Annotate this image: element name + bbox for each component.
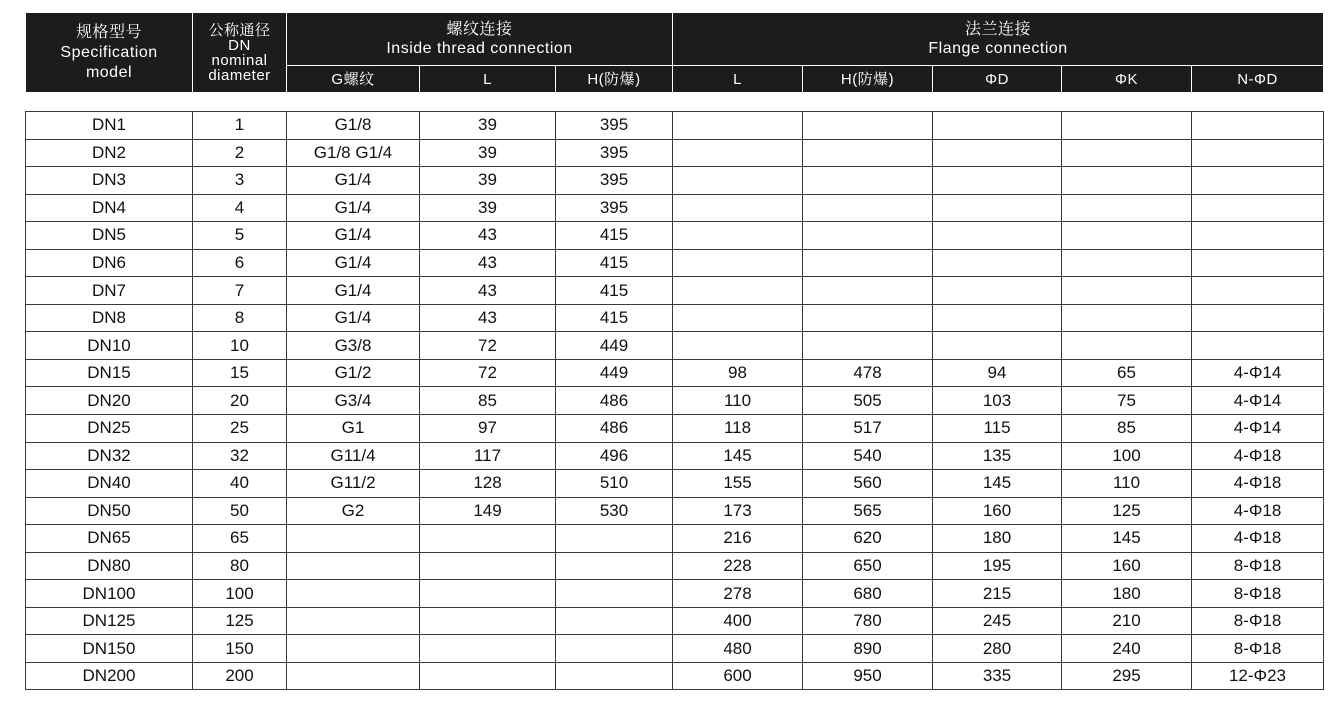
spec-table-body (25, 111, 1324, 690)
spec-cell: DN2 (26, 139, 193, 167)
spec-cell: DN6 (26, 249, 193, 277)
n-phi-d-cell: 4-Φ18 (1192, 442, 1324, 470)
spec-cell: DN15 (26, 359, 193, 387)
thread-h-cell: 415 (556, 249, 673, 277)
phi-k-cell (1062, 332, 1192, 360)
phi-k-cell: 125 (1062, 497, 1192, 525)
col-header-phi-k: ΦK (1062, 66, 1192, 93)
phi-k-cell: 210 (1062, 607, 1192, 635)
phi-d-cell: 145 (933, 470, 1062, 498)
spec-cell: DN25 (26, 415, 193, 443)
n-phi-d-cell: 4-Φ18 (1192, 470, 1324, 498)
g-thread-cell: G1/8 (287, 112, 420, 140)
g-thread-cell: G11/4 (287, 442, 420, 470)
phi-k-cell (1062, 304, 1192, 332)
spec-cell: DN150 (26, 635, 193, 663)
n-phi-d-cell: 8-Φ18 (1192, 552, 1324, 580)
dn-cell: 150 (193, 635, 287, 663)
spec-cell: DN32 (26, 442, 193, 470)
g-thread-cell: G1/2 (287, 359, 420, 387)
thread-h-cell: 415 (556, 277, 673, 305)
flange-h-cell: 950 (803, 662, 933, 690)
flange-l-cell: 98 (673, 359, 803, 387)
phi-k-cell: 240 (1062, 635, 1192, 663)
table-row (26, 415, 1324, 443)
table-row (26, 139, 1324, 167)
flange-h-cell (803, 167, 933, 195)
g-thread-cell (287, 635, 420, 663)
thread-l-cell: 85 (420, 387, 556, 415)
phi-d-cell: 245 (933, 607, 1062, 635)
table-row (26, 277, 1324, 305)
phi-k-cell (1062, 167, 1192, 195)
thread-h-cell: 395 (556, 112, 673, 140)
flange-h-cell: 560 (803, 470, 933, 498)
spec-cell: DN3 (26, 167, 193, 195)
dn-cell: 1 (193, 112, 287, 140)
g-thread-cell (287, 607, 420, 635)
dn-cell: 2 (193, 139, 287, 167)
n-phi-d-cell: 4-Φ14 (1192, 415, 1324, 443)
n-phi-d-cell (1192, 304, 1324, 332)
n-phi-d-cell (1192, 194, 1324, 222)
flange-h-cell: 620 (803, 525, 933, 553)
col-header-thread-h: H(防爆) (556, 66, 673, 93)
g-thread-cell: G11/2 (287, 470, 420, 498)
phi-d-cell: 160 (933, 497, 1062, 525)
flange-h-cell (803, 194, 933, 222)
phi-d-cell (933, 222, 1062, 250)
flange-h-cell (803, 304, 933, 332)
spec-model-en-2: model (85, 63, 133, 81)
flange-h-cell: 517 (803, 415, 933, 443)
thread-l-cell: 149 (420, 497, 556, 525)
flange-l-cell: 600 (673, 662, 803, 690)
table-row (26, 359, 1324, 387)
flange-h-cell: 540 (803, 442, 933, 470)
header-gap (25, 93, 1323, 111)
phi-k-cell: 145 (1062, 525, 1192, 553)
n-phi-d-cell: 12-Φ23 (1192, 662, 1324, 690)
flange-group-header (673, 13, 1324, 66)
n-phi-d-cell: 8-Φ18 (1192, 607, 1324, 635)
thread-l-cell: 117 (420, 442, 556, 470)
table-header (26, 13, 1324, 93)
flange-l-cell: 480 (673, 635, 803, 663)
thread-h-cell: 486 (556, 415, 673, 443)
thread-h-cell: 496 (556, 442, 673, 470)
n-phi-d-cell (1192, 167, 1324, 195)
dn-cell: 15 (193, 359, 287, 387)
flange-l-cell: 228 (673, 552, 803, 580)
n-phi-d-cell (1192, 249, 1324, 277)
g-thread-cell: G1 (287, 415, 420, 443)
spec-cell: DN4 (26, 194, 193, 222)
flange-l-cell: 155 (673, 470, 803, 498)
table-row (26, 662, 1324, 690)
dn-cell: 6 (193, 249, 287, 277)
phi-k-cell (1062, 222, 1192, 250)
thread-l-cell: 72 (420, 332, 556, 360)
thread-l-cell (420, 525, 556, 553)
table-row (26, 249, 1324, 277)
phi-d-cell (933, 249, 1062, 277)
table-row (26, 470, 1324, 498)
thread-h-cell: 395 (556, 139, 673, 167)
thread-h-cell: 510 (556, 470, 673, 498)
thread-h-cell (556, 662, 673, 690)
n-phi-d-cell: 4-Φ14 (1192, 359, 1324, 387)
thread-l-cell: 43 (420, 249, 556, 277)
flange-h-cell: 565 (803, 497, 933, 525)
g-thread-cell: G1/4 (287, 194, 420, 222)
spec-model-header (26, 13, 193, 93)
g-thread-cell: G1/4 (287, 304, 420, 332)
flange-h-cell (803, 277, 933, 305)
spec-cell: DN8 (26, 304, 193, 332)
flange-l-cell: 118 (673, 415, 803, 443)
thread-h-cell (556, 607, 673, 635)
thread-l-cell (420, 580, 556, 608)
thread-h-cell: 415 (556, 304, 673, 332)
g-thread-cell (287, 662, 420, 690)
flange-h-cell (803, 139, 933, 167)
phi-d-cell (933, 277, 1062, 305)
phi-d-cell: 94 (933, 359, 1062, 387)
phi-k-cell (1062, 194, 1192, 222)
table-row (26, 442, 1324, 470)
col-header-n-phi-d: N-ΦD (1192, 66, 1324, 93)
thread-h-cell (556, 552, 673, 580)
phi-d-cell (933, 304, 1062, 332)
nominal-cn: 公称通径 (208, 21, 271, 39)
flange-l-cell: 173 (673, 497, 803, 525)
dn-cell: 125 (193, 607, 287, 635)
g-thread-cell (287, 580, 420, 608)
dn-cell: 32 (193, 442, 287, 470)
phi-k-cell: 110 (1062, 470, 1192, 498)
flange-l-cell: 110 (673, 387, 803, 415)
phi-d-cell: 115 (933, 415, 1062, 443)
flange-l-cell (673, 249, 803, 277)
flange-h-cell: 505 (803, 387, 933, 415)
dn-cell: 25 (193, 415, 287, 443)
flange-l-cell (673, 304, 803, 332)
table-row (26, 222, 1324, 250)
spec-cell: DN10 (26, 332, 193, 360)
dn-cell: 3 (193, 167, 287, 195)
flange-h-cell: 890 (803, 635, 933, 663)
phi-d-cell: 195 (933, 552, 1062, 580)
table-row (26, 167, 1324, 195)
table-row (26, 304, 1324, 332)
g-thread-cell: G1/4 (287, 167, 420, 195)
phi-k-cell (1062, 249, 1192, 277)
g-thread-cell: G3/8 (287, 332, 420, 360)
dn-cell: 50 (193, 497, 287, 525)
flange-l-cell: 145 (673, 442, 803, 470)
spec-model-cn: 规格型号 (75, 23, 142, 41)
n-phi-d-cell: 4-Φ18 (1192, 497, 1324, 525)
n-phi-d-cell: 4-Φ18 (1192, 525, 1324, 553)
table-row (26, 497, 1324, 525)
phi-k-cell: 100 (1062, 442, 1192, 470)
thread-l-cell (420, 662, 556, 690)
thread-l-cell: 39 (420, 112, 556, 140)
flange-l-cell (673, 222, 803, 250)
phi-d-cell: 335 (933, 662, 1062, 690)
thread-h-cell: 486 (556, 387, 673, 415)
spec-cell: DN1 (26, 112, 193, 140)
spec-cell: DN7 (26, 277, 193, 305)
g-thread-cell: G1/8 G1/4 (287, 139, 420, 167)
phi-k-cell: 75 (1062, 387, 1192, 415)
nominal-en-2: diameter (208, 66, 271, 84)
flange-h-cell: 650 (803, 552, 933, 580)
phi-d-cell (933, 112, 1062, 140)
thread-l-cell: 43 (420, 304, 556, 332)
g-thread-cell: G3/4 (287, 387, 420, 415)
thread-group-header (287, 13, 673, 66)
g-thread-cell: G1/4 (287, 222, 420, 250)
phi-k-cell: 160 (1062, 552, 1192, 580)
spec-cell: DN80 (26, 552, 193, 580)
flange-l-cell (673, 277, 803, 305)
col-header-flange-h: H(防爆) (803, 66, 933, 93)
phi-d-cell: 180 (933, 525, 1062, 553)
flange-l-cell: 400 (673, 607, 803, 635)
nominal-header (193, 13, 287, 93)
thread-h-cell (556, 525, 673, 553)
n-phi-d-cell (1192, 112, 1324, 140)
phi-d-cell: 280 (933, 635, 1062, 663)
table-row (26, 635, 1324, 663)
thread-h-cell (556, 635, 673, 663)
spec-table-sheet (25, 12, 1323, 690)
spec-cell: DN200 (26, 662, 193, 690)
nominal-dn: DN (228, 36, 251, 54)
table-row (26, 387, 1324, 415)
g-thread-cell (287, 552, 420, 580)
spec-cell: DN65 (26, 525, 193, 553)
dn-cell: 4 (193, 194, 287, 222)
flange-l-cell (673, 139, 803, 167)
spec-cell: DN100 (26, 580, 193, 608)
flange-l-cell (673, 332, 803, 360)
thread-h-cell (556, 580, 673, 608)
table-row (26, 525, 1324, 553)
phi-k-cell (1062, 112, 1192, 140)
thread-l-cell (420, 635, 556, 663)
flange-h-cell: 780 (803, 607, 933, 635)
flange-l-cell (673, 112, 803, 140)
flange-h-cell: 680 (803, 580, 933, 608)
dn-cell: 40 (193, 470, 287, 498)
phi-k-cell: 295 (1062, 662, 1192, 690)
thread-l-cell: 39 (420, 194, 556, 222)
g-thread-cell (287, 525, 420, 553)
thread-l-cell: 72 (420, 359, 556, 387)
col-header-flange-l: L (673, 66, 803, 93)
thread-group-cn: 螺纹连接 (446, 21, 513, 38)
table-row (26, 607, 1324, 635)
dn-cell: 200 (193, 662, 287, 690)
spec-model-en: Specification (60, 43, 158, 61)
flange-h-cell (803, 112, 933, 140)
flange-l-cell (673, 194, 803, 222)
dn-cell: 7 (193, 277, 287, 305)
g-thread-cell: G1/4 (287, 249, 420, 277)
spec-cell: DN5 (26, 222, 193, 250)
phi-k-cell: 85 (1062, 415, 1192, 443)
n-phi-d-cell (1192, 139, 1324, 167)
phi-d-cell (933, 332, 1062, 360)
spec-cell: DN125 (26, 607, 193, 635)
thread-l-cell: 128 (420, 470, 556, 498)
spec-cell: DN50 (26, 497, 193, 525)
table-row (26, 194, 1324, 222)
spec-cell: DN20 (26, 387, 193, 415)
col-header-thread-l: L (420, 66, 556, 93)
thread-h-cell: 395 (556, 167, 673, 195)
spec-table (25, 12, 1324, 93)
thread-h-cell: 530 (556, 497, 673, 525)
g-thread-cell: G1/4 (287, 277, 420, 305)
phi-k-cell (1062, 139, 1192, 167)
n-phi-d-cell (1192, 222, 1324, 250)
flange-h-cell (803, 332, 933, 360)
phi-k-cell: 180 (1062, 580, 1192, 608)
flange-h-cell (803, 222, 933, 250)
phi-d-cell: 215 (933, 580, 1062, 608)
nominal-en: nominal (211, 51, 268, 69)
phi-d-cell: 103 (933, 387, 1062, 415)
thread-group-en: Inside thread connection (386, 40, 573, 57)
thread-l-cell: 39 (420, 139, 556, 167)
dn-cell: 8 (193, 304, 287, 332)
phi-d-cell (933, 139, 1062, 167)
thread-h-cell: 415 (556, 222, 673, 250)
n-phi-d-cell: 8-Φ18 (1192, 580, 1324, 608)
dn-cell: 65 (193, 525, 287, 553)
n-phi-d-cell (1192, 277, 1324, 305)
thread-l-cell (420, 552, 556, 580)
table-row (26, 332, 1324, 360)
table-row (26, 112, 1324, 140)
flange-h-cell: 478 (803, 359, 933, 387)
flange-l-cell: 216 (673, 525, 803, 553)
thread-l-cell (420, 607, 556, 635)
phi-d-cell: 135 (933, 442, 1062, 470)
phi-k-cell: 65 (1062, 359, 1192, 387)
table-row (26, 552, 1324, 580)
thread-l-cell: 39 (420, 167, 556, 195)
flange-l-cell: 278 (673, 580, 803, 608)
thread-l-cell: 43 (420, 222, 556, 250)
thread-h-cell: 449 (556, 332, 673, 360)
table-row (26, 580, 1324, 608)
flange-group-cn: 法兰连接 (965, 21, 1032, 38)
table-body (26, 112, 1324, 690)
col-header-g-thread: G螺纹 (287, 66, 420, 93)
flange-h-cell (803, 249, 933, 277)
g-thread-cell: G2 (287, 497, 420, 525)
n-phi-d-cell (1192, 332, 1324, 360)
dn-cell: 5 (193, 222, 287, 250)
n-phi-d-cell: 4-Φ14 (1192, 387, 1324, 415)
thread-h-cell: 395 (556, 194, 673, 222)
dn-cell: 20 (193, 387, 287, 415)
phi-d-cell (933, 167, 1062, 195)
phi-d-cell (933, 194, 1062, 222)
spec-cell: DN40 (26, 470, 193, 498)
dn-cell: 10 (193, 332, 287, 360)
thread-l-cell: 97 (420, 415, 556, 443)
col-header-phi-d: ΦD (933, 66, 1062, 93)
phi-k-cell (1062, 277, 1192, 305)
dn-cell: 100 (193, 580, 287, 608)
n-phi-d-cell: 8-Φ18 (1192, 635, 1324, 663)
flange-l-cell (673, 167, 803, 195)
thread-l-cell: 43 (420, 277, 556, 305)
flange-group-en: Flange connection (928, 40, 1068, 57)
dn-cell: 80 (193, 552, 287, 580)
thread-h-cell: 449 (556, 359, 673, 387)
